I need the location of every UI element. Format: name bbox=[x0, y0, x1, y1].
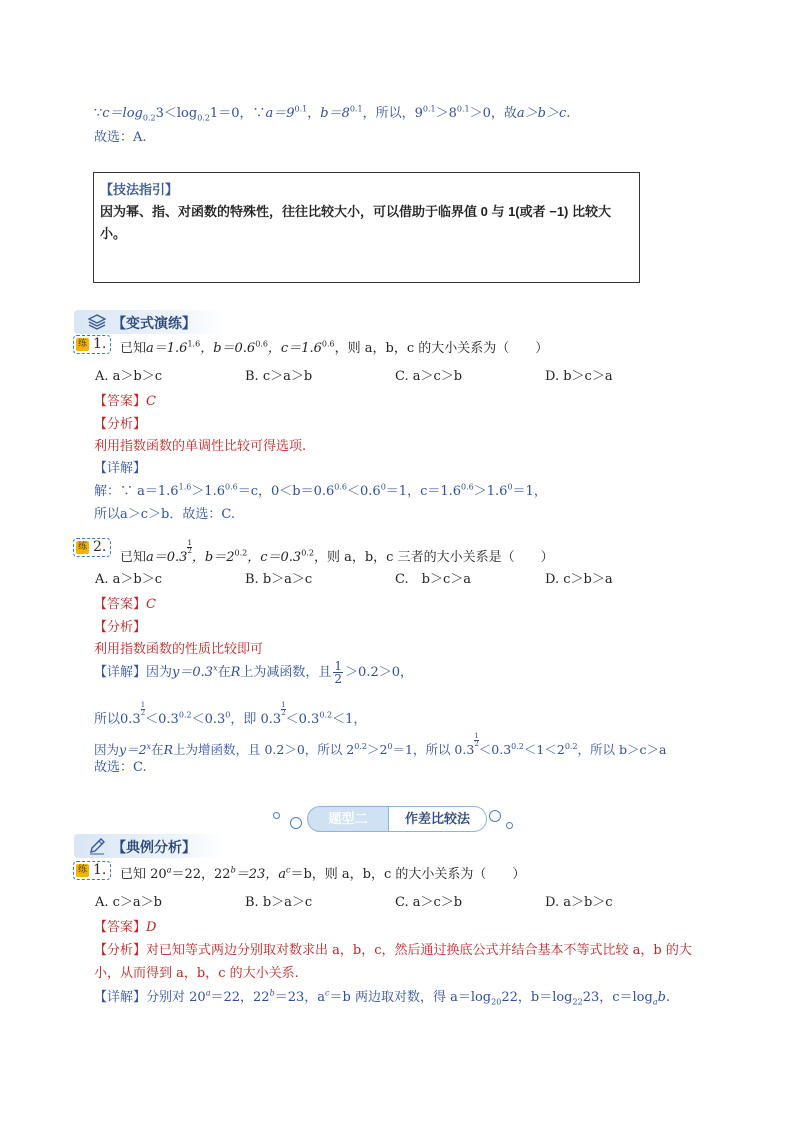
detail-line-3: 因为$y=2^x$在R上为增函数，且 0.2＞0，所以 $2^{0.2}>2^0=1$，所以 0.3 $\frac{1}{2}<0.3^{0.2}<1<2^{0.2}$，所以 b＞c＞a bbox=[94, 732, 667, 757]
tip-title: 【技法指引】 bbox=[100, 182, 179, 197]
question-badge: 练 2. bbox=[73, 538, 111, 557]
section-banner-variant-practice bbox=[74, 310, 224, 334]
analysis-text: 利用指数函数的性质比较即可 bbox=[94, 642, 264, 657]
option-a: A. a＞b＞c bbox=[95, 572, 163, 587]
question-type-banner bbox=[307, 806, 487, 832]
option-d: D. b＞c＞a bbox=[545, 369, 613, 384]
type-number: 题型二 bbox=[307, 806, 389, 832]
option-a: A. c＞a＞b bbox=[95, 895, 163, 910]
answer-line: 【答案】C bbox=[94, 597, 156, 612]
analysis-text: 利用指数函数的单调性比较可得选项. bbox=[94, 439, 307, 454]
decor-dot bbox=[506, 822, 513, 829]
option-a: A. a＞b＞c bbox=[95, 369, 163, 384]
section-banner-typical-analysis bbox=[74, 834, 224, 858]
decor-dot bbox=[273, 812, 280, 819]
option-d: D. a＞b＞c bbox=[545, 895, 613, 910]
option-c: C. b＞c＞a bbox=[395, 572, 471, 587]
answer-line: 【答案】C bbox=[94, 394, 156, 409]
option-c: C. a＞c＞b bbox=[395, 895, 463, 910]
detail-label: 【详解】 bbox=[94, 461, 147, 476]
top-line-1: $\because c=\log_{0.2}3<\log_{0.2}1=0$，$\because a=9^{0.1}$，$b=8^{0.1}$，所以，$9^{0.1}>8^{0.1}>0$，故a＞b＞c. bbox=[94, 104, 571, 123]
top-line-2: 故选：A. bbox=[94, 130, 147, 145]
tip-body: 因为幂、指、对函数的特殊性，往往比较大小，可以借助于临界值 0 与 1(或者 −1) 比较大小。 bbox=[100, 204, 611, 241]
question-stem: 已知$a=1.6^{1.6}$，$b=0.6^{0.6}$，$c=1.6^{0.6}$，则 a，b，c 的大小关系为（ ） bbox=[120, 339, 549, 356]
option-b: B. c＞a＞b bbox=[245, 369, 313, 384]
question-stem: 已知a＝0.3 $\frac{1}{2}$，$b=2^{0.2}$，$c=0.3^{0.2}$，则 a，b，c 三者的大小关系是（ ） bbox=[120, 539, 554, 565]
decor-dot bbox=[489, 810, 501, 822]
question-badge: 练 1. bbox=[73, 335, 111, 354]
section-label: 【典例分析】 bbox=[112, 839, 196, 855]
detail-line-2: 所以0.3 $\frac{1}{2}<0.3^{0.2}<0.3^0$，即 0.3 $\frac{1}{2}<0.3^{0.2}<1$， bbox=[94, 701, 367, 727]
analysis-label: 【分析】 bbox=[94, 417, 147, 432]
option-b: B. b＞a＞c bbox=[245, 895, 313, 910]
type-title: 作差比较法 bbox=[389, 806, 487, 832]
technique-tip-box bbox=[93, 172, 640, 283]
layers-icon bbox=[88, 313, 106, 331]
detail-line-1: 【详解】因为$y=0.3^x$在R上为减函数，且 $\frac{1}{2}$ ＞0.2＞0， bbox=[94, 659, 413, 686]
detail-line-4: 故选：C. bbox=[94, 760, 147, 775]
option-c: C. a＞c＞b bbox=[395, 369, 463, 384]
question-badge: 练 1. bbox=[73, 861, 111, 880]
detail-line-1: 解：∵ $a=1.6^{1.6}>1.6^{0.6}=c$，$0<b=0.6^{0.6}<0.6^0=1$，$c=1.6^{0.6}>1.6^0=1$， bbox=[94, 482, 547, 499]
option-b: B. b＞a＞c bbox=[245, 572, 313, 587]
decor-dot bbox=[290, 817, 302, 829]
detail-line-1: 【详解】分别对 $20^a=22$，$22^b=23$，$a^c=b$ 两边取对数，得 $a=\log_{20}22$，$b=\log_{22}23$，$c=\log_ab$. bbox=[94, 988, 671, 1007]
analysis-line-2: 小，从而得到 a，b，c 的大小关系. bbox=[94, 966, 299, 981]
analysis-line-1: 【分析】对已知等式两边分别取对数求出 a，b，c，然后通过换底公式并结合基本不等式比较 a，b 的大 bbox=[94, 943, 692, 958]
question-stem: 已知 $20^a=22$，$22^b=23$，$a^c=b$，则 a，b，c 的大小关系为（ ） bbox=[120, 865, 526, 882]
analysis-label: 【分析】 bbox=[94, 620, 147, 635]
detail-line-2: 所以a＞c＞b．故选：C. bbox=[94, 507, 235, 522]
pencil-icon bbox=[88, 837, 106, 855]
section-label: 【变式演练】 bbox=[112, 315, 196, 331]
answer-line: 【答案】D bbox=[94, 920, 157, 935]
option-d: D. c＞b＞a bbox=[545, 572, 613, 587]
